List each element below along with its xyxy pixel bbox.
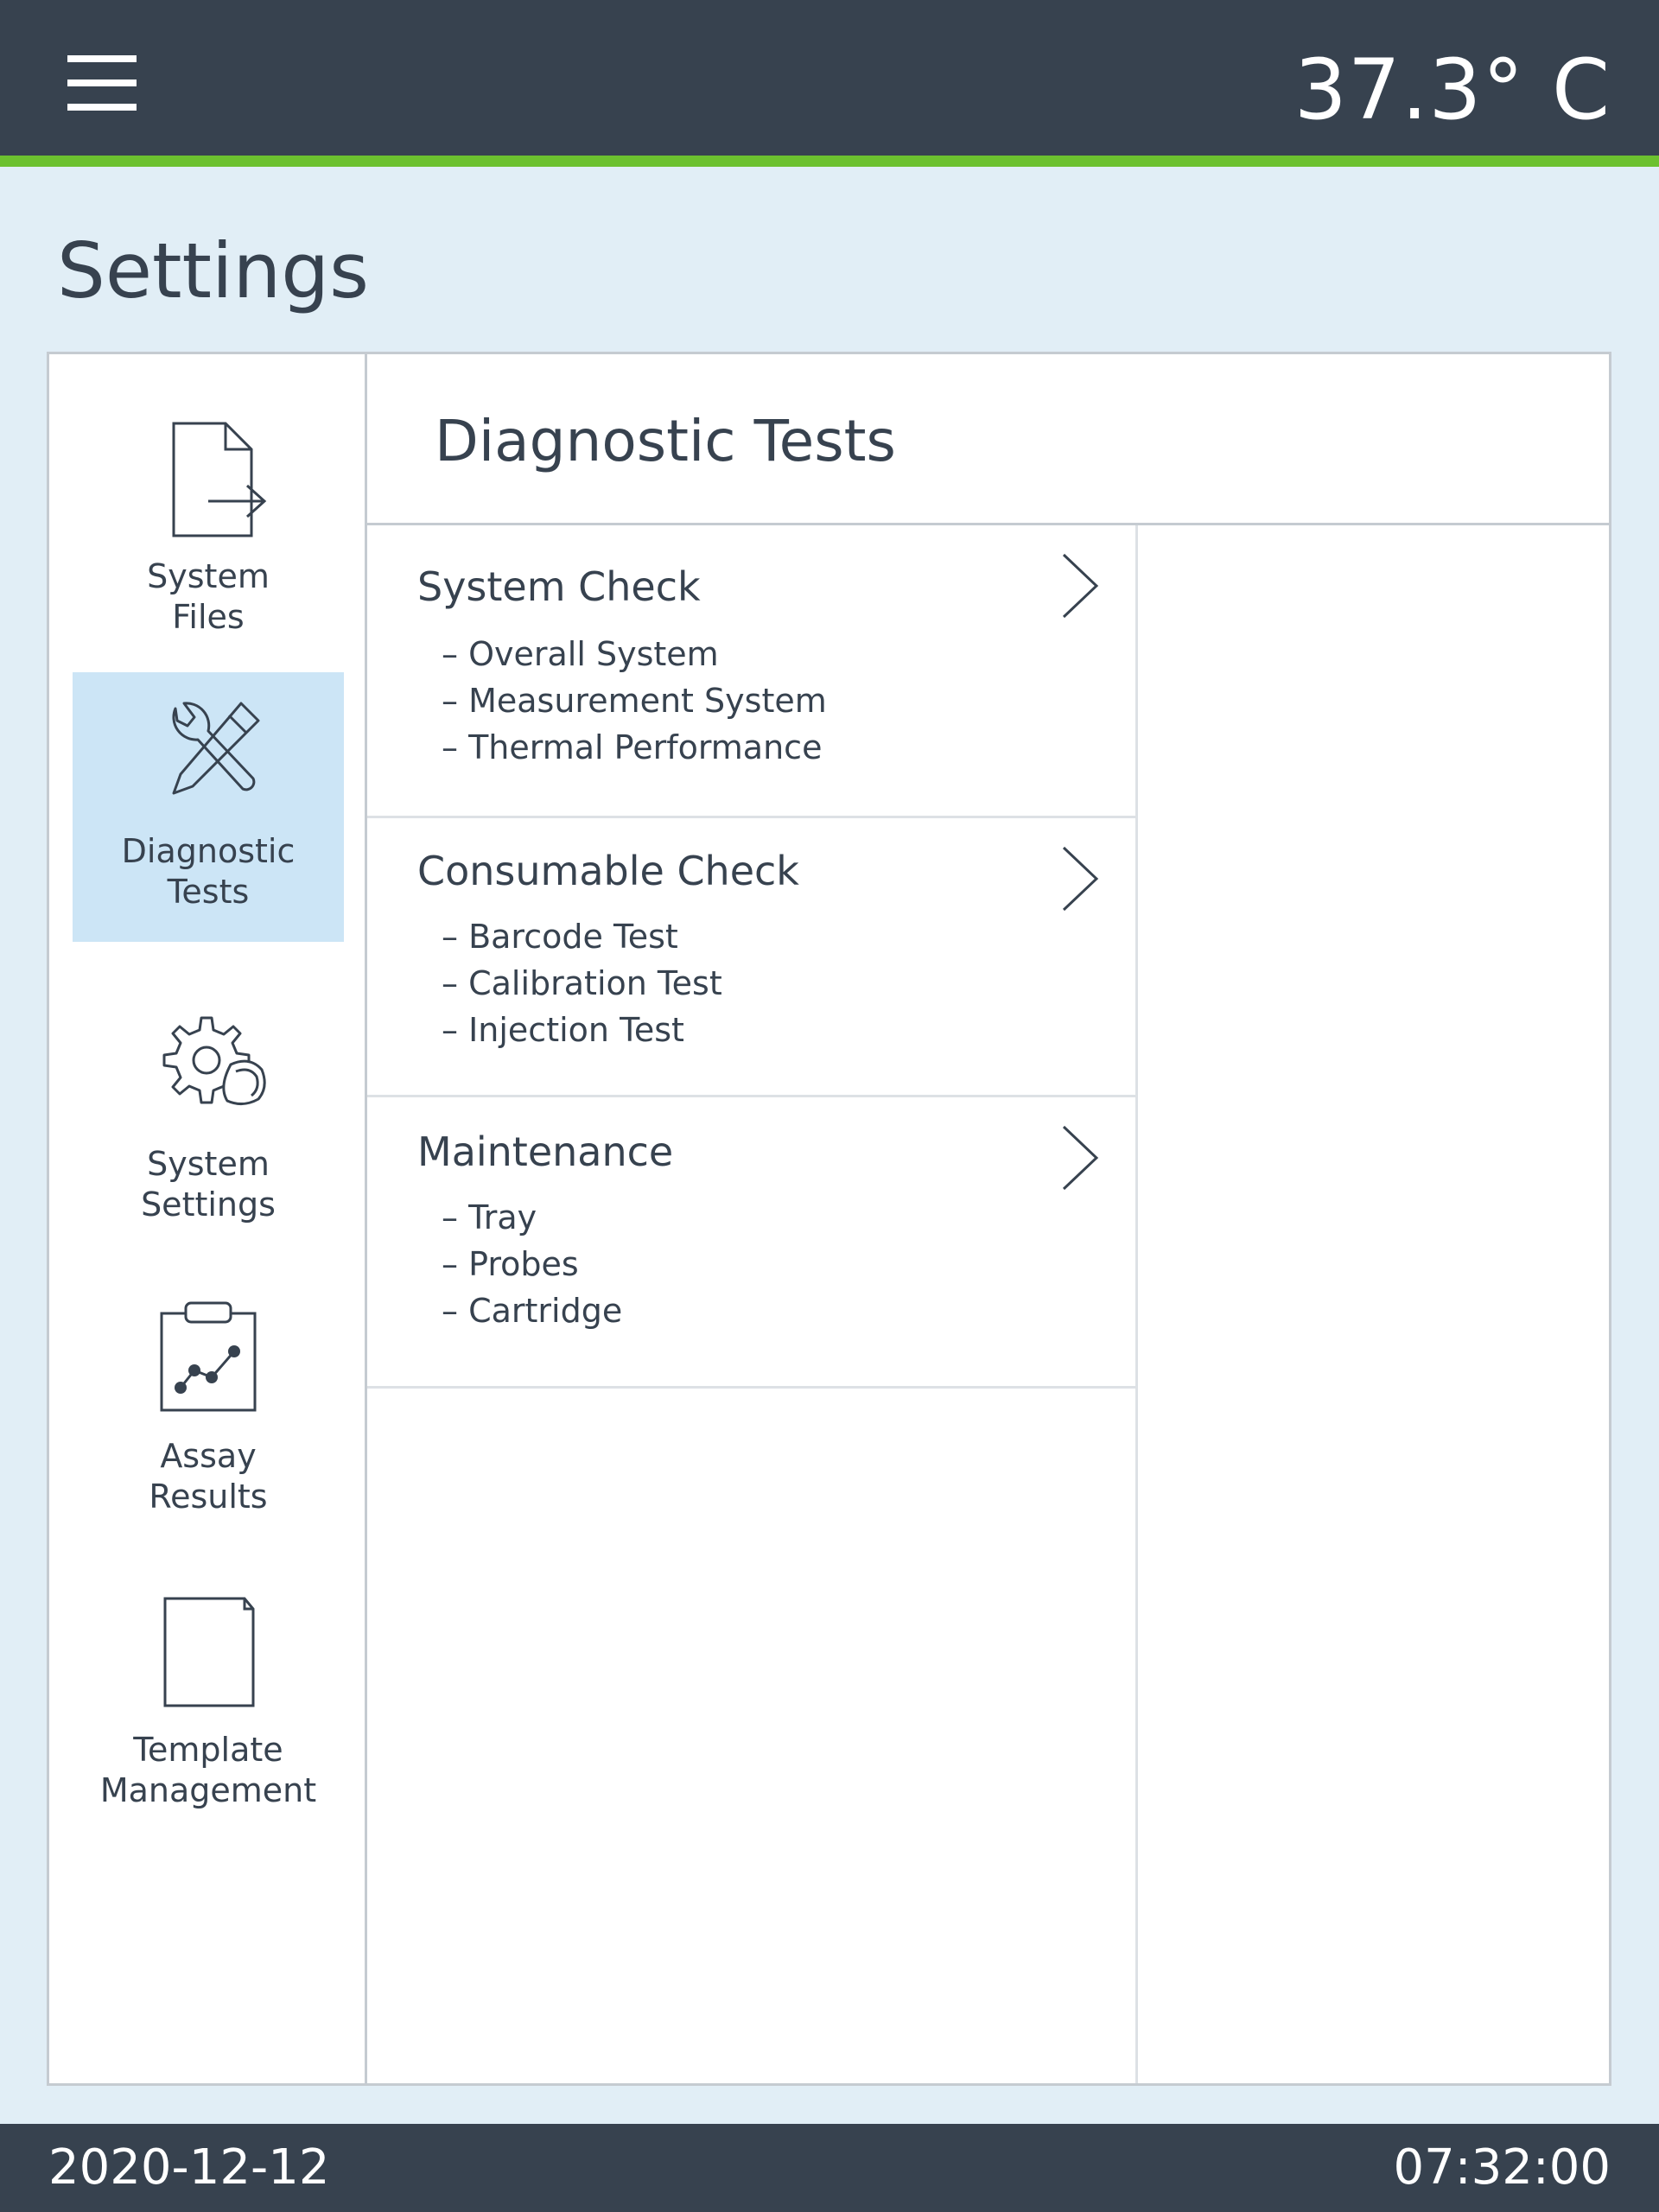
test-title: System Check [417, 563, 701, 610]
accent-stripe [0, 156, 1659, 167]
test-subitem: – Cartridge [442, 1292, 623, 1330]
hamburger-menu-button[interactable] [67, 55, 137, 111]
sidebar-item-system-settings[interactable] [73, 985, 344, 1255]
page-title: Settings [57, 226, 369, 315]
sidebar-item-label: Assay Results [149, 1437, 268, 1516]
test-title: Consumable Check [417, 848, 799, 894]
temperature-readout: 37.3° C [1294, 41, 1611, 138]
sidebar-item-label: System Files [147, 557, 270, 636]
menu-icon-bar [67, 79, 137, 86]
blank-document-icon [139, 1588, 277, 1718]
sidebar-item-assay-results[interactable] [73, 1277, 344, 1547]
test-title: Maintenance [417, 1128, 674, 1175]
date-readout: 2020-12-12 [48, 2139, 330, 2196]
file-export-icon [139, 415, 277, 544]
sidebar-item-diagnostic-tests[interactable] [73, 672, 344, 942]
test-subitem: – Calibration Test [442, 964, 722, 1002]
settings-panel [47, 352, 1611, 2086]
sidebar-item-system-files[interactable] [73, 397, 344, 667]
test-subitem: – Barcode Test [442, 918, 678, 956]
test-subitem: – Injection Test [442, 1011, 684, 1049]
test-subitem: – Overall System [442, 635, 719, 673]
chevron-right-icon [1058, 844, 1102, 913]
test-subitem: – Thermal Performance [442, 728, 823, 766]
test-subitem: – Measurement System [442, 682, 827, 720]
sidebar-item-label: Diagnostic Tests [121, 832, 296, 911]
chevron-right-icon [1058, 551, 1102, 620]
content-area [367, 354, 1609, 2083]
test-item-maintenance[interactable] [367, 1097, 1135, 1389]
menu-icon-bar [67, 104, 137, 111]
test-item-system-check[interactable] [367, 525, 1135, 818]
sidebar [49, 354, 367, 2083]
sidebar-item-template-management[interactable] [73, 1571, 344, 1840]
test-item-consumable-check[interactable] [367, 818, 1135, 1097]
test-subitem: – Probes [442, 1245, 579, 1283]
chevron-right-icon [1058, 1123, 1102, 1192]
content-header [367, 354, 1609, 525]
tools-icon [139, 690, 277, 819]
sidebar-item-label: System Settings [141, 1145, 276, 1224]
sidebar-item-label: Template Management [99, 1731, 317, 1809]
gear-icon [139, 1002, 277, 1132]
time-readout: 07:32:00 [1393, 2139, 1611, 2196]
column-divider [1135, 525, 1138, 2083]
bottom-bar [0, 2124, 1659, 2212]
content-title: Diagnostic Tests [435, 408, 896, 474]
top-bar [0, 0, 1659, 167]
test-subitem: – Tray [442, 1198, 537, 1236]
menu-icon-bar [67, 55, 137, 62]
clipboard-chart-icon [139, 1294, 277, 1424]
